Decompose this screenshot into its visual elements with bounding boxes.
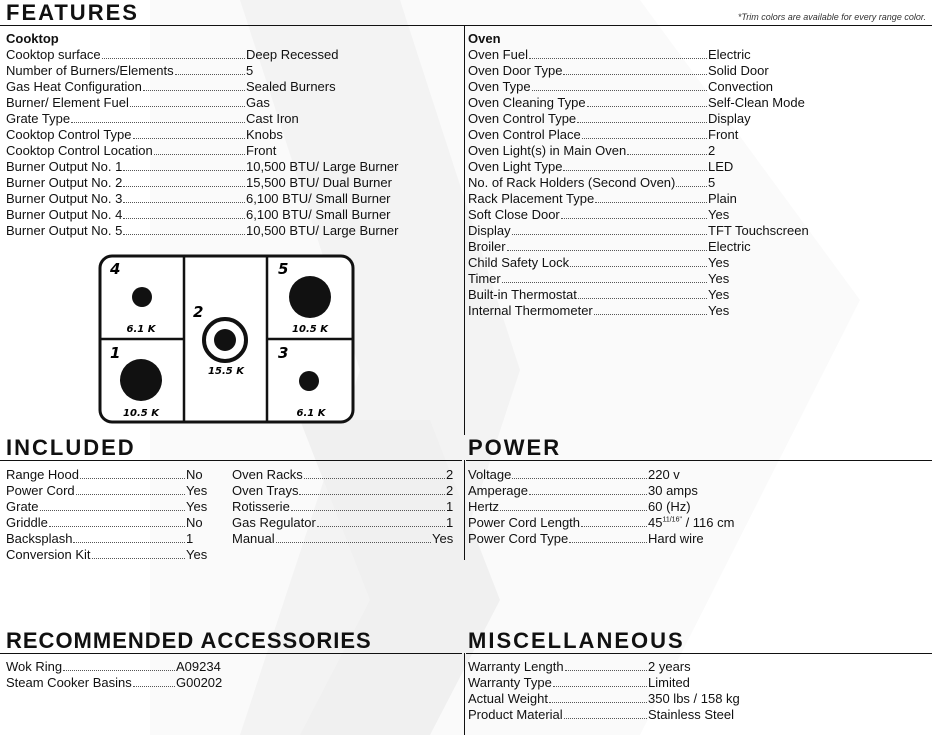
spec-value: 5 (708, 175, 716, 190)
spec-row: Power Cord (6, 483, 186, 499)
spec-row: Steam Cooker Basins (6, 675, 176, 691)
burner-output-label: 6.1 K (296, 408, 326, 419)
spec-row: Burner/ Element Fuel (6, 95, 246, 111)
spec-value: 10,500 BTU/ Large Burner (246, 223, 399, 238)
spec-row: Oven Light Type (468, 159, 708, 175)
cooktop-heading: Cooktop (6, 31, 59, 46)
spec-value: Front (708, 127, 739, 142)
spec-row: Burner Output No. 5 (6, 223, 246, 239)
spec-value: Yes (708, 255, 730, 270)
power-divider (466, 460, 932, 461)
spec-value: Yes (708, 207, 730, 222)
spec-value: 1 (186, 531, 194, 546)
spec-row: Cooktop Control Location (6, 143, 246, 159)
spec-value: Yes (708, 287, 730, 302)
spec-row: Oven Control Type (468, 111, 708, 127)
spec-value: Limited (648, 675, 690, 690)
burner-number: 4 (110, 260, 121, 278)
spec-row: Internal Thermometer (468, 303, 708, 319)
spec-value: 6,100 BTU/ Small Burner (246, 191, 391, 206)
spec-row: Gas Heat Configuration (6, 79, 246, 95)
burner-number: 5 (278, 260, 289, 278)
dual-burner-core-icon (214, 329, 236, 351)
spec-row: Rotisserie (232, 499, 446, 515)
spec-row: Gas Regulator (232, 515, 446, 531)
misc-title: MISCELLANEOUS (468, 628, 685, 653)
spec-value: 2 years (648, 659, 691, 674)
spec-value: 60 (Hz) (648, 499, 691, 514)
spec-value: Yes (186, 499, 208, 514)
small-burner-icon (132, 287, 152, 307)
spec-row: Oven Door Type (468, 63, 708, 79)
spec-value: No (186, 515, 203, 530)
misc-column-divider (464, 653, 465, 735)
spec-row: Oven Control Place (468, 127, 708, 143)
spec-value: 30 amps (648, 483, 698, 498)
spec-value: Yes (708, 303, 730, 318)
oven-heading: Oven (468, 31, 501, 46)
large-burner-icon (120, 359, 162, 401)
spec-row: Burner Output No. 2 (6, 175, 246, 191)
spec-value: Yes (708, 271, 730, 286)
spec-value: Yes (186, 547, 208, 562)
spec-row: Range Hood (6, 467, 186, 483)
spec-row: Rack Placement Type (468, 191, 708, 207)
spec-row: Voltage (468, 467, 648, 483)
spec-row: Cooktop Control Type (6, 127, 246, 143)
spec-value: 5 (246, 63, 254, 78)
spec-value: G00202 (176, 675, 223, 690)
spec-row: Burner Output No. 1 (6, 159, 246, 175)
spec-row: Oven Trays (232, 483, 446, 499)
spec-value: Sealed Burners (246, 79, 336, 94)
spec-value: 6,100 BTU/ Small Burner (246, 207, 391, 222)
spec-value: Self-Clean Mode (708, 95, 805, 110)
burner-number: 3 (278, 344, 289, 362)
spec-value: Plain (708, 191, 737, 206)
spec-value: Display (708, 111, 751, 126)
spec-row: Timer (468, 271, 708, 287)
spec-row: Conversion Kit (6, 547, 186, 563)
spec-value: Solid Door (708, 63, 769, 78)
features-divider (0, 25, 932, 26)
spec-value: No (186, 467, 203, 482)
burner-output-label: 10.5 K (292, 324, 328, 335)
spec-row: Manual (232, 531, 432, 547)
misc-divider (466, 653, 932, 654)
spec-value: 350 lbs / 158 kg (648, 691, 740, 706)
spec-value: Deep Recessed (246, 47, 339, 62)
burner-output-label: 10.5 K (123, 408, 159, 419)
spec-value: Gas (246, 95, 270, 110)
included-title: INCLUDED (6, 435, 136, 460)
spec-value: Convection (708, 79, 774, 94)
spec-row: Grate Type (6, 111, 246, 127)
trim-color-note: *Trim colors are available for every range color. (737, 12, 926, 22)
spec-value: LED (708, 159, 734, 174)
spec-value: Front (246, 143, 277, 158)
spec-value: Stainless Steel (648, 707, 734, 722)
spec-value: 220 v (648, 467, 680, 482)
accessories-title: RECOMMENDED ACCESSORIES (6, 628, 372, 653)
included-divider (0, 460, 462, 461)
spec-value: Electric (708, 47, 751, 62)
spec-row: Grate (6, 499, 186, 515)
spec-row: Oven Cleaning Type (468, 95, 708, 111)
spec-row: Warranty Type (468, 675, 648, 691)
spec-row: Oven Fuel (468, 47, 708, 63)
spec-row: Oven Racks (232, 467, 446, 483)
burner-output-label: 15.5 K (208, 366, 244, 377)
spec-value: 1 (446, 499, 454, 514)
spec-value: Cast Iron (246, 111, 299, 126)
spec-row: Product Material (468, 707, 648, 723)
features-column-divider (464, 25, 465, 435)
spec-row: Backsplash (6, 531, 186, 547)
spec-row: No. of Rack Holders (Second Oven) (468, 175, 708, 191)
spec-value: 1 (446, 515, 454, 530)
spec-row: Griddle (6, 515, 186, 531)
spec-row: Display (468, 223, 708, 239)
spec-value: Hard wire (648, 531, 704, 546)
power-column-divider (464, 460, 465, 560)
spec-value: TFT Touchscreen (708, 223, 809, 238)
spec-row: Warranty Length (468, 659, 648, 675)
spec-row: Wok Ring (6, 659, 176, 675)
burner-number: 1 (110, 344, 121, 362)
spec-row: Oven Type (468, 79, 708, 95)
spec-value: 2 (708, 143, 716, 158)
spec-row: Built-in Thermostat (468, 287, 708, 303)
burner-output-label: 6.1 K (126, 324, 156, 335)
spec-value: Knobs (246, 127, 283, 142)
spec-row: Burner Output No. 3 (6, 191, 246, 207)
spec-value: Yes (432, 531, 454, 546)
spec-row: Burner Output No. 4 (6, 207, 246, 223)
spec-row: Cooktop surface (6, 47, 246, 63)
spec-row: Hertz (468, 499, 648, 515)
burner-number: 2 (193, 303, 204, 321)
burner-layout-diagram (98, 254, 356, 426)
spec-value: 15,500 BTU/ Dual Burner (246, 175, 392, 190)
spec-row: Number of Burners/Elements (6, 63, 246, 79)
spec-row: Oven Light(s) in Main Oven (468, 143, 708, 159)
accessories-divider (0, 653, 462, 654)
spec-row: Child Safety Lock (468, 255, 708, 271)
small-burner-icon (299, 371, 319, 391)
spec-value: 2 (446, 483, 454, 498)
power-title: POWER (468, 435, 562, 460)
spec-row: Broiler (468, 239, 708, 255)
spec-value: $45^{11/16"} / 116$ cm (648, 515, 735, 530)
spec-value: Yes (186, 483, 208, 498)
spec-value: 10,500 BTU/ Large Burner (246, 159, 399, 174)
spec-value: A09234 (176, 659, 221, 674)
spec-value: 2 (446, 467, 454, 482)
spec-row: Soft Close Door (468, 207, 708, 223)
spec-row: Actual Weight (468, 691, 648, 707)
spec-row: Power Cord Type (468, 531, 648, 547)
features-title: FEATURES (6, 0, 139, 25)
spec-row: Amperage (468, 483, 648, 499)
spec-row: Power Cord Length (468, 515, 648, 531)
large-burner-icon (289, 276, 331, 318)
spec-value: Electric (708, 239, 751, 254)
